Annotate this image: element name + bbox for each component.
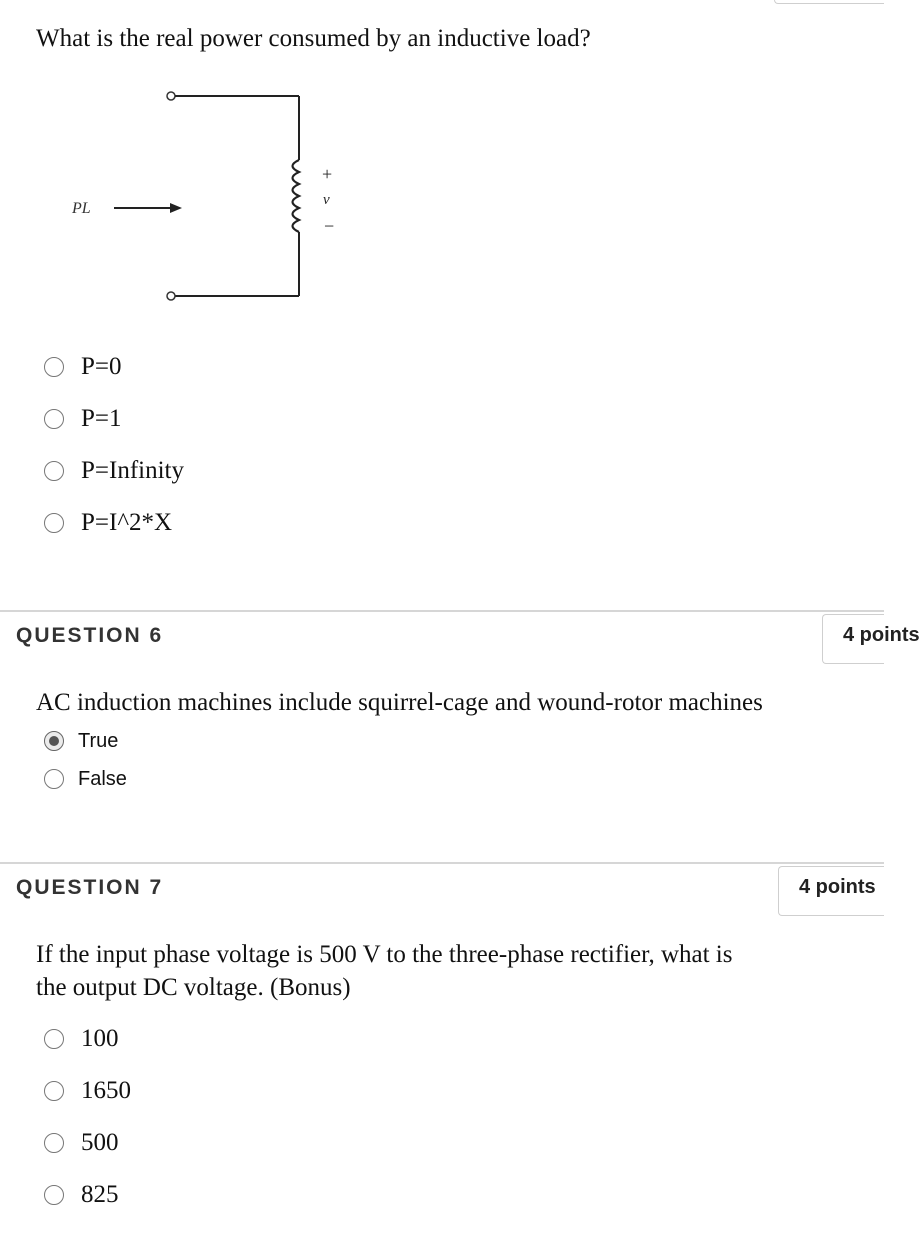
q7-option-3[interactable]: [44, 1128, 119, 1158]
question-7-label: QUESTION 7: [16, 876, 164, 899]
bottom-terminal: [167, 292, 175, 300]
q5-option-3[interactable]: [44, 456, 184, 486]
q5-option-1[interactable]: [44, 352, 122, 382]
option-label: 100: [81, 1025, 119, 1052]
q7-option-1[interactable]: [44, 1024, 119, 1054]
q6-option-false[interactable]: [44, 764, 127, 794]
option-label: 500: [81, 1129, 119, 1156]
option-label: True: [78, 729, 119, 752]
question-6-label: QUESTION 6: [16, 624, 164, 647]
inductive-load-diagram: [60, 80, 360, 310]
radio-button[interactable]: [44, 357, 64, 377]
question-7-text-line-1: If the input phase voltage is 500 V to the three-phase rectifier, what is: [36, 941, 733, 968]
radio-button[interactable]: [44, 513, 64, 533]
question-7-points: 4 points: [778, 866, 884, 916]
option-label: P=Infinity: [81, 457, 184, 484]
radio-button[interactable]: [44, 461, 64, 481]
question-6-points: 4 points: [822, 614, 884, 664]
top-terminal: [167, 92, 175, 100]
radio-button[interactable]: [44, 769, 64, 789]
question-5-text: What is the real power consumed by an inductive load?: [36, 25, 591, 52]
question-7-text-line-2: the output DC voltage. (Bonus): [36, 974, 351, 1001]
option-label: P=0: [81, 353, 122, 380]
inductor-coil: [293, 160, 300, 232]
voltage-label: v: [323, 192, 330, 208]
current-label: PL: [72, 200, 91, 217]
radio-button[interactable]: [44, 1133, 64, 1153]
option-label: 825: [81, 1181, 119, 1208]
radio-button[interactable]: [44, 1081, 64, 1101]
minus-label: −: [324, 216, 335, 236]
radio-button[interactable]: [44, 1029, 64, 1049]
option-label: False: [78, 767, 127, 790]
option-label: 1650: [81, 1077, 131, 1104]
radio-button[interactable]: [44, 409, 64, 429]
question-6-header: [0, 610, 920, 664]
previous-points-box: [774, 0, 884, 4]
q7-option-4[interactable]: [44, 1180, 119, 1210]
option-label: P=1: [81, 405, 122, 432]
q7-option-2[interactable]: [44, 1076, 131, 1106]
question-7-header: [0, 862, 884, 916]
q6-option-true[interactable]: [44, 726, 118, 756]
question-6-text: AC induction machines include squirrel-cage and wound-rotor machines: [36, 689, 763, 716]
plus-label: +: [322, 164, 333, 184]
radio-button-selected[interactable]: [44, 731, 64, 751]
q5-option-4[interactable]: [44, 508, 172, 538]
q5-option-2[interactable]: [44, 404, 122, 434]
current-arrow-head: [170, 203, 182, 213]
option-label: P=I^2*X: [81, 509, 173, 536]
radio-button[interactable]: [44, 1185, 64, 1205]
